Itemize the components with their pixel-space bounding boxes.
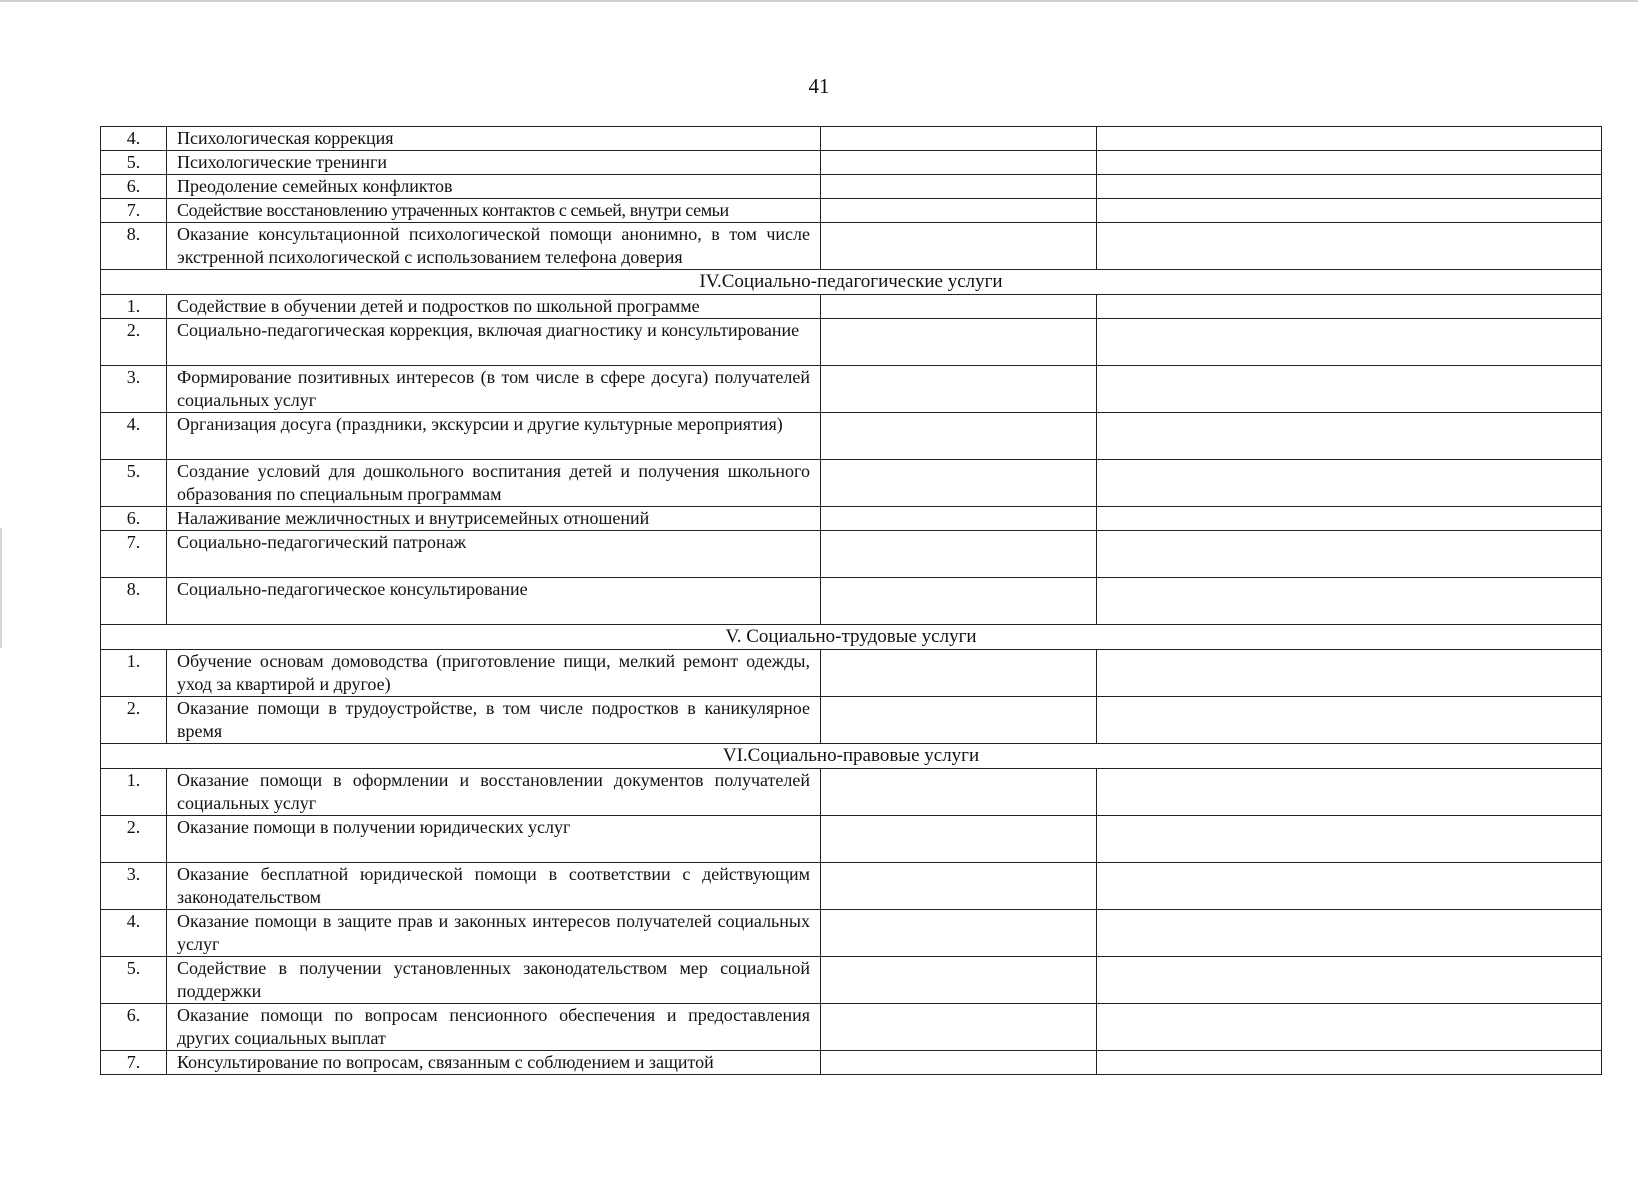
service-name: Содействие в обучении детей и подростков по школьной программе: [167, 295, 821, 319]
table-row: [101, 413, 1602, 460]
empty-cell: [1097, 697, 1602, 744]
table-row: [101, 199, 1602, 223]
row-number: 5.: [101, 151, 167, 175]
empty-cell: [1097, 650, 1602, 697]
empty-cell: [1097, 578, 1602, 625]
empty-cell: [1097, 769, 1602, 816]
empty-cell: [821, 769, 1097, 816]
empty-cell: [821, 366, 1097, 413]
table-row: [101, 816, 1602, 863]
service-name: Социально-педагогическое консультирование: [167, 578, 821, 625]
row-number: 6.: [101, 1004, 167, 1051]
empty-cell: [1097, 366, 1602, 413]
empty-cell: [821, 151, 1097, 175]
row-number: 7.: [101, 531, 167, 578]
empty-cell: [821, 650, 1097, 697]
row-number: 6.: [101, 175, 167, 199]
row-number: 3.: [101, 366, 167, 413]
row-number: 7.: [101, 1051, 167, 1075]
empty-cell: [1097, 863, 1602, 910]
table-row: [101, 910, 1602, 957]
empty-cell: [1097, 1004, 1602, 1051]
empty-cell: [1097, 507, 1602, 531]
empty-cell: [821, 1004, 1097, 1051]
table-row: [101, 1051, 1602, 1075]
empty-cell: [821, 910, 1097, 957]
service-name: Оказание помощи в получении юридических услуг: [167, 816, 821, 863]
page-number: 41: [808, 74, 830, 98]
empty-cell: [821, 507, 1097, 531]
empty-cell: [821, 816, 1097, 863]
empty-cell: [1097, 151, 1602, 175]
row-number: 8.: [101, 223, 167, 270]
table-row: [101, 295, 1602, 319]
empty-cell: [1097, 910, 1602, 957]
empty-cell: [1097, 1051, 1602, 1075]
row-number: 7.: [101, 199, 167, 223]
service-name: Оказание бесплатной юридической помощи в соответствии с действующим законодательством: [167, 863, 821, 910]
service-name: Оказание помощи по вопросам пенсионного обеспечения и предоставления других социальных выплат: [167, 1004, 821, 1051]
empty-cell: [1097, 413, 1602, 460]
empty-cell: [1097, 957, 1602, 1004]
scan-edge-mark: [0, 528, 2, 648]
table-row: [101, 650, 1602, 697]
empty-cell: [821, 1051, 1097, 1075]
service-name: Содействие восстановлению утраченных контактов с семьей, внутри семьи: [167, 199, 821, 223]
section-title: V. Социально-трудовые услуги: [101, 625, 1602, 650]
empty-cell: [821, 175, 1097, 199]
table-row: [101, 957, 1602, 1004]
empty-cell: [821, 531, 1097, 578]
empty-cell: [1097, 295, 1602, 319]
service-name: Обучение основам домоводства (приготовление пищи, мелкий ремонт одежды, уход за квартирой и другое): [167, 650, 821, 697]
table-row: [101, 697, 1602, 744]
table-row: [101, 319, 1602, 366]
table-row: [101, 531, 1602, 578]
empty-cell: [1097, 175, 1602, 199]
empty-cell: [821, 957, 1097, 1004]
service-name: Социально-педагогическая коррекция, включая диагностику и консультирование: [167, 319, 821, 366]
empty-cell: [821, 319, 1097, 366]
empty-cell: [821, 578, 1097, 625]
services-table-container: [100, 126, 1602, 1075]
table-row: [101, 460, 1602, 507]
empty-cell: [1097, 531, 1602, 578]
scan-border-top: [0, 0, 1638, 2]
service-name: Оказание помощи в трудоустройстве, в том числе подростков в каникулярное время: [167, 697, 821, 744]
row-number: 8.: [101, 578, 167, 625]
row-number: 6.: [101, 507, 167, 531]
service-name: Организация досуга (праздники, экскурсии и другие культурные мероприятия): [167, 413, 821, 460]
empty-cell: [821, 295, 1097, 319]
empty-cell: [821, 863, 1097, 910]
row-number: 4.: [101, 910, 167, 957]
service-name: Оказание помощи в оформлении и восстановлении документов получателей социальных услуг: [167, 769, 821, 816]
service-name: Консультирование по вопросам, связанным с соблюдением и защитой: [167, 1051, 821, 1075]
row-number: 1.: [101, 769, 167, 816]
section-title: VI.Социально-правовые услуги: [101, 744, 1602, 769]
empty-cell: [1097, 319, 1602, 366]
empty-cell: [821, 697, 1097, 744]
service-name: Психологические тренинги: [167, 151, 821, 175]
row-number: 5.: [101, 957, 167, 1004]
row-number: 1.: [101, 650, 167, 697]
table-row: [101, 1004, 1602, 1051]
table-row: [101, 507, 1602, 531]
service-name: Создание условий для дошкольного воспитания детей и получения школьного образования по специальным программам: [167, 460, 821, 507]
empty-cell: [821, 223, 1097, 270]
empty-cell: [1097, 127, 1602, 151]
row-number: 5.: [101, 460, 167, 507]
table-row: [101, 578, 1602, 625]
row-number: 2.: [101, 319, 167, 366]
service-name: Оказание помощи в защите прав и законных интересов получателей социальных услуг: [167, 910, 821, 957]
service-name: Социально-педагогический патронаж: [167, 531, 821, 578]
empty-cell: [1097, 460, 1602, 507]
table-row: [101, 366, 1602, 413]
empty-cell: [821, 413, 1097, 460]
table-row: [101, 863, 1602, 910]
table-row: [101, 769, 1602, 816]
row-number: 3.: [101, 863, 167, 910]
empty-cell: [1097, 199, 1602, 223]
section-header-row: [101, 744, 1602, 769]
row-number: 2.: [101, 697, 167, 744]
table-row: [101, 175, 1602, 199]
section-header-row: [101, 625, 1602, 650]
services-table: [100, 126, 1602, 1075]
service-name: Преодоление семейных конфликтов: [167, 175, 821, 199]
empty-cell: [821, 127, 1097, 151]
service-name: Содействие в получении установленных законодательством мер социальной поддержки: [167, 957, 821, 1004]
empty-cell: [1097, 816, 1602, 863]
empty-cell: [821, 199, 1097, 223]
empty-cell: [1097, 223, 1602, 270]
table-row: [101, 127, 1602, 151]
row-number: 4.: [101, 413, 167, 460]
service-name: Формирование позитивных интересов (в том числе в сфере досуга) получателей социальных услуг: [167, 366, 821, 413]
row-number: 2.: [101, 816, 167, 863]
table-row: [101, 151, 1602, 175]
section-title: IV.Социально-педагогические услуги: [101, 270, 1602, 295]
service-name: Оказание консультационной психологической помощи анонимно, в том числе экстренной психологической с использованием телефона доверия: [167, 223, 821, 270]
row-number: 4.: [101, 127, 167, 151]
service-name: Психологическая коррекция: [167, 127, 821, 151]
row-number: 1.: [101, 295, 167, 319]
service-name: Налаживание межличностных и внутрисемейных отношений: [167, 507, 821, 531]
empty-cell: [821, 460, 1097, 507]
section-header-row: [101, 270, 1602, 295]
table-row: [101, 223, 1602, 270]
